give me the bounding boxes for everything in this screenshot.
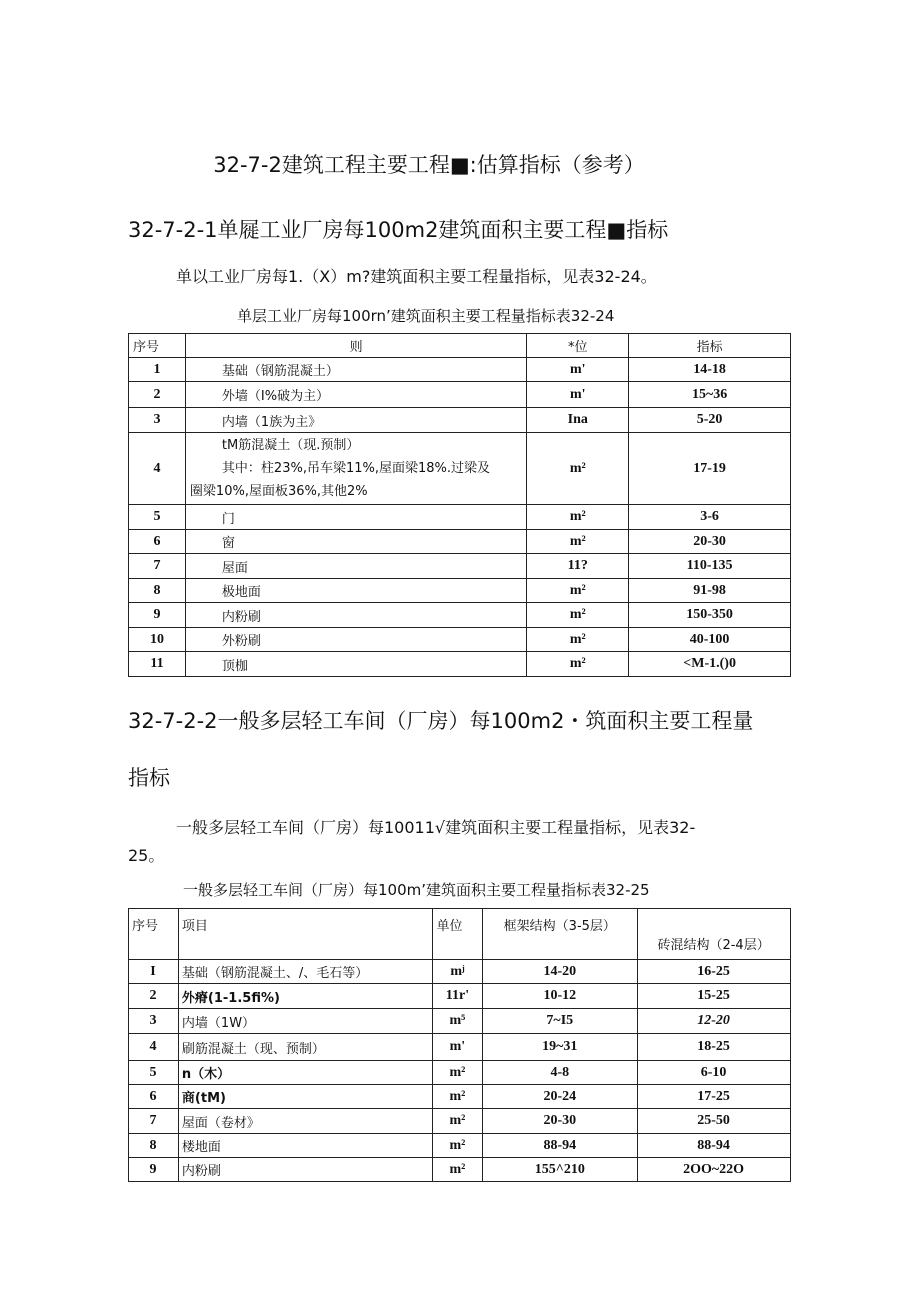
row-no: 9	[129, 1158, 179, 1182]
header-index: 指标	[629, 334, 791, 358]
row-frame-value: 14-20	[483, 960, 638, 984]
row-no: 7	[129, 554, 186, 579]
row-name: 刷筋混凝土（现、预制）	[178, 1034, 433, 1061]
header-no: 序号	[129, 909, 179, 960]
row-name: 屋面	[185, 554, 526, 579]
row-frame-value: 155^210	[483, 1158, 638, 1182]
row-value: 150-350	[629, 603, 791, 628]
row-frame-value: 19~31	[483, 1034, 638, 1061]
row-name: 内墙（1族为主》	[185, 408, 526, 433]
row-no: 8	[129, 579, 186, 603]
table-32-25-caption: 一般多层轻工车间（厂房）每100m’建筑面积主要工程量指标表32-25	[183, 881, 650, 899]
header-unit: *位	[527, 334, 629, 358]
table-header-row	[129, 909, 791, 960]
table-row	[129, 1085, 791, 1109]
table-row	[129, 358, 791, 382]
header-item: 则	[185, 334, 526, 358]
row-unit: m'	[527, 358, 629, 382]
header-unit: 单位	[433, 909, 483, 960]
row-brick-value: 16-25	[638, 960, 791, 984]
table-row	[129, 1158, 791, 1182]
table-header-row	[129, 334, 791, 358]
table-row	[129, 554, 791, 579]
table-row	[129, 1109, 791, 1134]
row-name: 极地面	[185, 579, 526, 603]
header-no: 序号	[129, 334, 186, 358]
row-name-line2: 其中：柱23%,吊车梁11%,屋面梁18%.过梁及	[221, 461, 491, 476]
table-32-25	[128, 908, 791, 1182]
row-value: 91-98	[629, 579, 791, 603]
table-row	[129, 603, 791, 628]
row-brick-value: 25-50	[638, 1109, 791, 1134]
table-row	[129, 652, 791, 677]
table-row	[129, 960, 791, 984]
table-row	[129, 1009, 791, 1034]
table-32-24	[128, 333, 791, 677]
row-no: 3	[129, 1009, 179, 1034]
row-unit: m²	[433, 1085, 483, 1109]
row-no: 10	[129, 628, 186, 652]
row-value: 20-30	[629, 530, 791, 554]
row-frame-value: 10-12	[483, 984, 638, 1009]
row-name: 外墙（I%破为主）	[185, 382, 526, 408]
row-no: 1	[129, 358, 186, 382]
row-name: 窗	[185, 530, 526, 554]
row-value: 15~36	[629, 382, 791, 408]
header-frame-structure: 框架结构（3-5层）	[483, 909, 638, 960]
row-no: 2	[129, 382, 186, 408]
row-no: 6	[129, 530, 186, 554]
table-row	[129, 1034, 791, 1061]
row-name: 内粉刷	[178, 1158, 433, 1182]
row-unit: m²	[527, 579, 629, 603]
row-name: 内墙（1W）	[178, 1009, 433, 1034]
row-unit: m²	[527, 652, 629, 677]
row-unit: m²	[433, 1109, 483, 1134]
row-name: 楼地面	[178, 1134, 433, 1158]
row-no: 2	[129, 984, 179, 1009]
table-32-24-caption: 单层工业厂房每100rn’建筑面积主要工程量指标表32-24	[237, 307, 615, 325]
table-row	[129, 382, 791, 408]
row-frame-value: 20-24	[483, 1085, 638, 1109]
row-brick-value: 88-94	[638, 1134, 791, 1158]
row-frame-value: 4-8	[483, 1061, 638, 1085]
row-no: 8	[129, 1134, 179, 1158]
row-brick-value: 12-20	[638, 1009, 791, 1034]
row-no: 3	[129, 408, 186, 433]
row-no: 5	[129, 1061, 179, 1085]
row-value: <M-1.()0	[629, 652, 791, 677]
table-row	[129, 408, 791, 433]
row-brick-value: 6-10	[638, 1061, 791, 1085]
row-name: 商(tM)	[178, 1085, 433, 1109]
row-brick-value: 17-25	[638, 1085, 791, 1109]
row-unit: m'	[527, 382, 629, 408]
row-unit: m²	[433, 1134, 483, 1158]
row-name: n（木）	[178, 1061, 433, 1085]
header-brick-structure: 砖混结构（2-4层）	[638, 909, 791, 960]
table-row	[129, 628, 791, 652]
row-unit: 11?	[527, 554, 629, 579]
row-brick-value: 2OO~22O	[638, 1158, 791, 1182]
row-name-line1: tM筋混凝土（现.预制）	[221, 438, 360, 453]
row-name	[185, 433, 526, 505]
row-unit: m²	[527, 505, 629, 530]
row-name: 基础（钢筋混凝土、/、毛石等）	[178, 960, 433, 984]
row-value: 14-18	[629, 358, 791, 382]
row-no: 11	[129, 652, 186, 677]
section1-paragraph: 单以工业厂房每1.（X）m?建筑面积主要工程量指标，见表32-24。	[176, 267, 657, 286]
row-unit: m²	[527, 433, 629, 505]
section2-paragraph-line1: 一般多层轻工车间（厂房）每10011√建筑面积主要工程量指标，见表32-	[176, 818, 696, 837]
row-unit: m²	[433, 1061, 483, 1085]
row-name: 屋面（卷材》	[178, 1109, 433, 1134]
row-no: I	[129, 960, 179, 984]
row-no: 9	[129, 603, 186, 628]
row-value: 3-6	[629, 505, 791, 530]
row-no: 6	[129, 1085, 179, 1109]
row-name: 门	[185, 505, 526, 530]
table-row	[129, 984, 791, 1009]
table-row	[129, 433, 791, 505]
table-row	[129, 1134, 791, 1158]
row-value: 40-100	[629, 628, 791, 652]
section-heading-32-7-2-1: 32-7-2-1单屣工业厂房每100m2建筑面积主要工程■指标	[128, 218, 669, 242]
row-value: 5-20	[629, 408, 791, 433]
page-title: 32-7-2建筑工程主要工程■:估算指标（参考）	[213, 153, 645, 177]
row-unit: m⁵	[433, 1009, 483, 1034]
row-name: 外粉刷	[185, 628, 526, 652]
section-heading-32-7-2-2: 32-7-2-2一般多层轻工车间（厂房）每100m2・筑面积主要工程量	[128, 709, 754, 733]
row-brick-value: 18-25	[638, 1034, 791, 1061]
row-no: 4	[129, 433, 186, 505]
row-value: 17-19	[629, 433, 791, 505]
row-name: 基础（钢筋混凝土）	[185, 358, 526, 382]
row-no: 4	[129, 1034, 179, 1061]
row-unit: mʲ	[433, 960, 483, 984]
row-no: 5	[129, 505, 186, 530]
row-unit: m²	[433, 1158, 483, 1182]
table-row	[129, 1061, 791, 1085]
row-brick-value: 15-25	[638, 984, 791, 1009]
section2-paragraph-line2: 25。	[128, 846, 165, 865]
row-frame-value: 88-94	[483, 1134, 638, 1158]
row-unit: m'	[433, 1034, 483, 1061]
row-frame-value: 7~I5	[483, 1009, 638, 1034]
table-row	[129, 505, 791, 530]
section-heading-32-7-2-2-cont: 指标	[128, 766, 170, 790]
row-unit: m²	[527, 530, 629, 554]
row-name: 顶枷	[185, 652, 526, 677]
header-item: 项目	[178, 909, 433, 960]
row-name: 内粉刷	[185, 603, 526, 628]
row-name: 外瘠(1-1.5fi%)	[178, 984, 433, 1009]
row-unit: m²	[527, 628, 629, 652]
row-no: 7	[129, 1109, 179, 1134]
row-unit: m²	[527, 603, 629, 628]
row-unit: 11r'	[433, 984, 483, 1009]
row-name-line3: 圈梁10%,屋面板36%,其他2%	[189, 484, 368, 499]
row-unit: Ina	[527, 408, 629, 433]
table-row	[129, 579, 791, 603]
row-frame-value: 20-30	[483, 1109, 638, 1134]
row-value: 110-135	[629, 554, 791, 579]
table-row	[129, 530, 791, 554]
